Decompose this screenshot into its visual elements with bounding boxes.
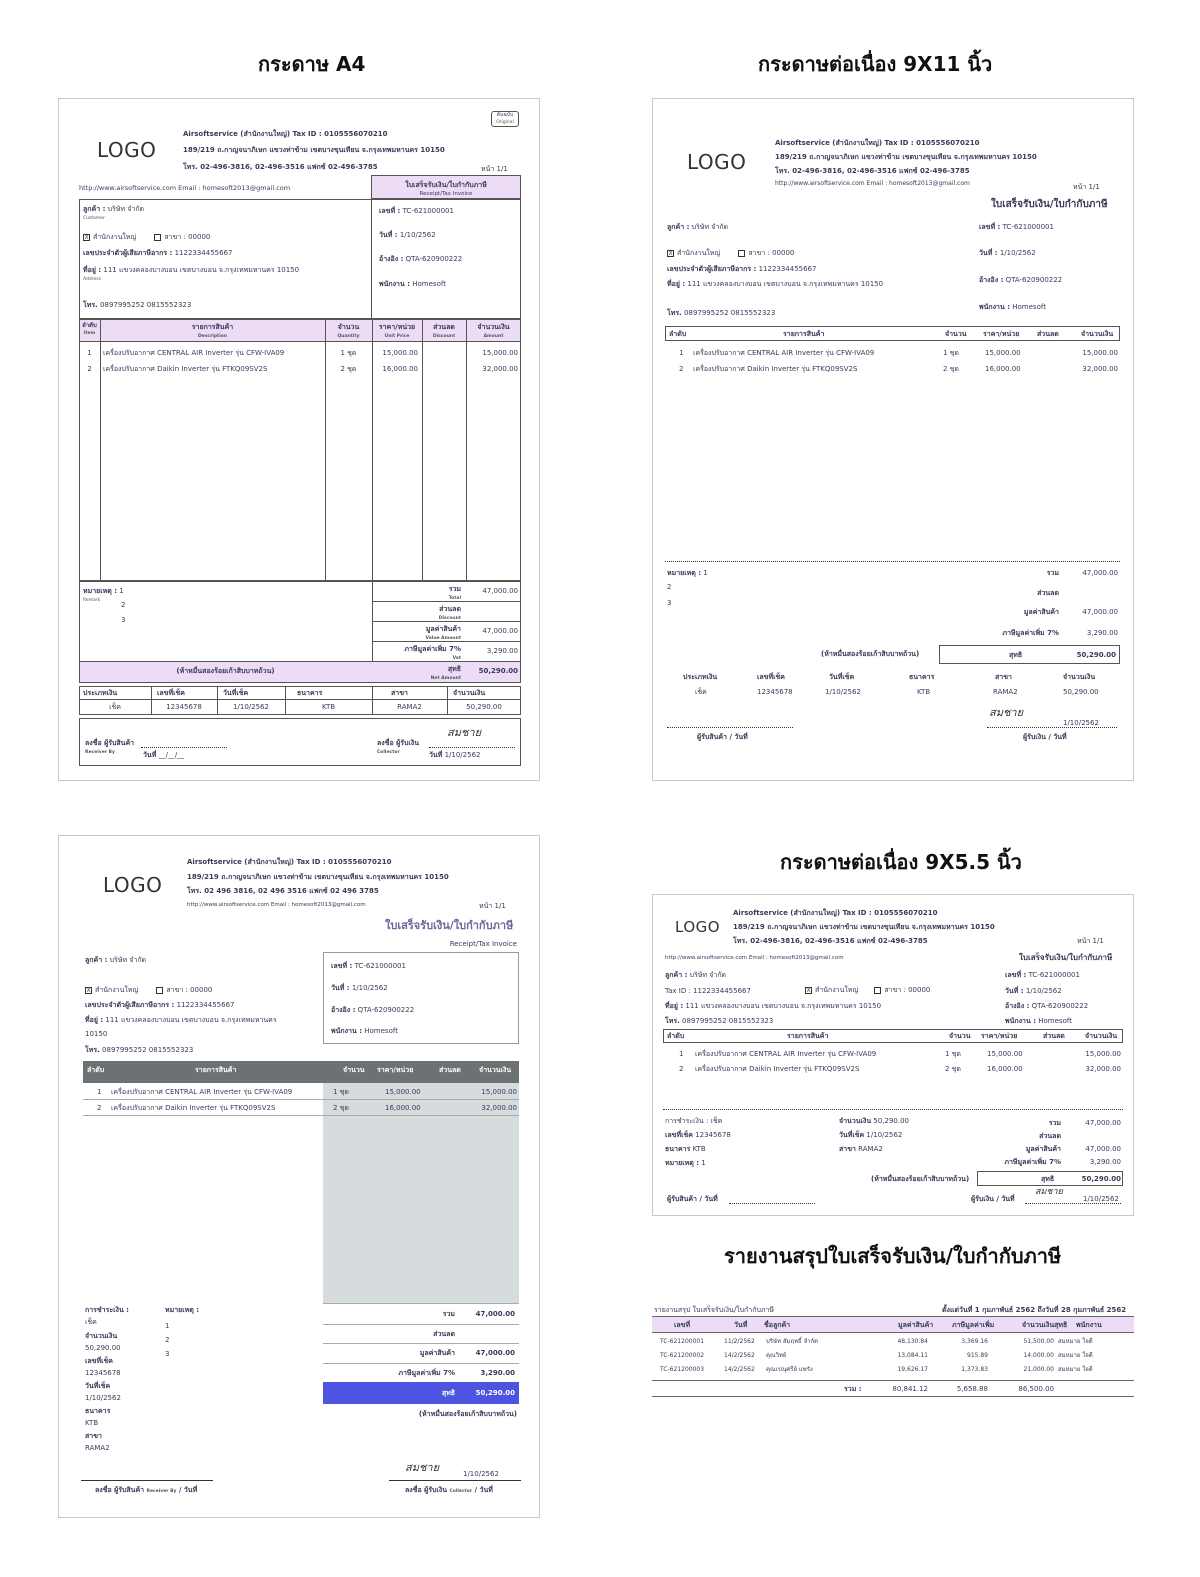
total-label: รวม xyxy=(1048,1119,1061,1127)
discount-label: ส่วนลด xyxy=(1037,589,1059,597)
address-line: ที่อยู่ : 111 แขวงคลองบางบอน เขตบางบอน จ.กรุงเทพมหานคร 10150 xyxy=(667,280,884,288)
pay-bank-line: ธนาคาร KTB xyxy=(665,1145,706,1153)
address-line: ที่อยู่ : 111 แขวงคลองบางบอน เขตบางบอน จ.กรุงเทพมหานคร 10150 xyxy=(665,1002,882,1010)
report-col-date: วันที่ xyxy=(734,1321,748,1329)
company-phone: โทร. 02 496 3816, 02 496 3516 แฟกซ์ 02 496 3785 xyxy=(187,887,379,895)
sign-date: 1/10/2562 xyxy=(1063,719,1099,727)
page-number: หน้า 1/1 xyxy=(479,902,506,910)
vat-label: ภาษีมูลค่าเพิ่ม 7% xyxy=(1004,1158,1061,1166)
net-amount: 50,290.00 xyxy=(1081,1175,1121,1183)
pay-cdate: 1/10/2562 xyxy=(85,1394,121,1402)
discount-label: ส่วนลด xyxy=(1039,1132,1061,1140)
doc-no: เลขที่ : TC-621000001 xyxy=(331,962,406,970)
pay-cdate-label: วันที่เช็ค xyxy=(223,689,249,697)
branch-checkbox[interactable] xyxy=(156,987,163,994)
remark-3: 3 xyxy=(165,1350,170,1358)
customer-divider xyxy=(371,199,372,319)
receiver-sign: ลงชื่อ ผู้รับสินค้า Receiver By / วันที่ xyxy=(95,1486,198,1494)
customer-line: ลูกค้า : บริษัท จำกัด xyxy=(665,971,727,979)
pay-cdate-label: วันที่เช็ค xyxy=(85,1382,111,1390)
pay-type: เช็ค xyxy=(695,688,707,696)
remark: หมายเหตุ : 1 xyxy=(667,569,708,577)
doc-title: ใบเสร็จรับเงิน/ใบกำกับภาษี xyxy=(991,199,1108,210)
value-amount: 47,000.00 xyxy=(482,627,518,635)
pay-amount-label: จำนวนเงิน xyxy=(85,1332,118,1340)
pay-cdate-label: วันที่เช็ค xyxy=(829,673,855,681)
receiver-sign: ผู้รับสินค้า / วันที่ xyxy=(667,1195,718,1203)
net-label: สุทธิ xyxy=(1041,1175,1055,1183)
pay-amount-label: จำนวนเงิน xyxy=(1063,673,1096,681)
pay-branch: RAMA2 xyxy=(85,1444,110,1452)
company-name: Airsoftservice (สำนักงานใหญ่) Tax ID : 0105556070210 xyxy=(187,858,392,866)
page-number: หน้า 1/1 xyxy=(481,165,508,173)
pay-bank: KTB xyxy=(85,1419,99,1427)
col-no: ลำดับ xyxy=(669,330,687,338)
value-label: มูลค่าสินค้า Value Amount xyxy=(425,625,461,642)
pay-branch-label: สาขา xyxy=(391,689,408,697)
report-col-vat: ภาษีมูลค่าเพิ่ม xyxy=(952,1321,995,1329)
col-desc: รายการสินค้า xyxy=(195,1066,237,1074)
caption-report: รายงานสรุปใบเสร็จรับเงิน/ใบกำกับภาษี xyxy=(724,1244,1062,1268)
office-line: X สำนักงานใหญ่ สาขา : 00000 xyxy=(86,986,213,994)
remark-3: 3 xyxy=(121,616,126,624)
receiver-sign: ลงชื่อ ผู้รับสินค้า Receiver By xyxy=(85,739,135,756)
sign-date: 1/10/2562 xyxy=(1083,1195,1119,1203)
report-title: รายงานสรุป ใบเสร็จรับเงิน/ใบกำกับภาษี xyxy=(654,1306,775,1314)
a4-receipt: ต้นฉบับ Original LOGO Airsoftservice (สำนักงานใหญ่) Tax ID : 0105556070210 189/219 ถ.กาญจนาภิเษก แขวงท่าข้าม เขตบางขุนเทียน จ.กรุงเทพมหานคร 10150 โทร. 02-496-3816, 02-496-3516 แฟกซ์ 02-496-3785 หน้า 1/1 http://www.airsoftservice.com Email : homesoft2013@gmail.com ใบเสร็จรับเงิน/ใบกำกับภาษี Receipt/Tax Invoice ลูกค้า : บริษัท จำกัด Customer X สำนักงานใหญ่ สาขา : 00000 เลขประจำตัวผู้เสียภาษีอากร : 1122334455667 ที่อยู่ : 111 แขวงคลองบางบอน เขตบางบอน จ.กรุงเทพมหานคร 10150 Address โทร. 0897995252 0815552323 เลขที่ : TC-621000001 วันที่ : 1/10/2562 อ้างอิง : QTA-620900222 พนักงาน : Homesoft ลำดับ Item รายการสินค้า Description จำนวน Quantity ราคา/หน่วย Unit Price ส่วนลด Discount จำนวนเงิน Amount 1 เครื่องปรับอากาศ CENTRAL AIR Inverter รุ่น CFW-IVA09 1 ชุด 15,000.00 15,000.00 2 เครื่องปรับอากาศ Daikin Inverter รุ่น FTKQ09SV2S 2 ชุด 16,000.00 32,000.00 หมายเหตุ : 1 Remark 2 3 รวม Total 47,000.00 ส่วนลด Discount มูลค่าสินค้า Value Amount 47,000.00 ภาษีมูลค่าเพิ่ม 7% Vat 3,290.00 (ห้าหมื่นสองร้อยเก้าสิบบาทถ้วน) สุทธิ Net Amount 50,290.00 ประเภทเงิน เลขที่เช็ค วันที่เช็ค ธนาคาร สาขา จำนวนเงิน เช็ค 12345678 1/10/2562 KTB RAMA2 50,290.00 ลงชื่อ ผู้รับสินค้า Receiver By วันที่ __/__/__ ลงชื่อ ผู้รับเงิน Collector สมชาย วันที่ 1/10/2562 xyxy=(58,98,540,781)
phone-line: โทร. 0897995252 0815552323 xyxy=(83,301,192,309)
remark: หมายเหตุ : 1 Remark xyxy=(83,587,124,604)
col-qty: จำนวน Quantity xyxy=(337,323,360,340)
pay-method-label: การชำระเงิน : xyxy=(85,1306,129,1314)
pay-amount-line: จำนวนเงิน 50,290.00 xyxy=(839,1117,910,1125)
signature: สมชาย xyxy=(405,1461,440,1474)
report-col-net: จำนวนเงินสุทธิ xyxy=(1022,1321,1068,1329)
col-qty: จำนวน xyxy=(945,330,967,338)
discount-label: ส่วนลด Discount xyxy=(438,605,461,622)
company-logo: LOGO xyxy=(97,138,157,162)
doc-no: เลขที่ : TC-621000001 xyxy=(379,207,454,215)
receiver-date: วันที่ __/__/__ xyxy=(143,751,185,759)
summary-report: รายงานสรุป ใบเสร็จรับเงิน/ใบกำกับภาษี ตั้งแต่วันที่ 1 กุมภาพันธ์ 2562 ถึงวันที่ 28 กุมภาพันธ์ 2562 เลขที่ วันที่ ชื่อลูกค้า มูลค่าสินค้า ภาษีมูลค่าเพิ่ม จำนวนเงินสุทธิ พนักงาน TC-621200001 11/2/2562 บริษัท สัมฤทธิ์ จำกัด 48,130.84 3,369.16 51,500.00 สมหมาย ใจดี TC-621200002 14/2/2562 คุณวิทย์ 13,084.11 915.89 14,000.00 สมหมาย ใจดี TC-621200003 14/2/2562 คุณเรณุศรีย์ แพรัง 19,626.17 1,373.83 21,000.00 สมหมาย ใจดี รวม : 80,841.12 5,658.88 86,500.00 xyxy=(652,1298,1134,1408)
pay-cheque: 12345678 xyxy=(166,703,202,711)
tax-line: เลขประจำตัวผู้เสียภาษีอากร : 1122334455667 xyxy=(667,265,817,273)
receiver-sign: ผู้รับสินค้า / วันที่ xyxy=(697,733,748,741)
collector-sign: ลงชื่อ ผู้รับเงิน Collector xyxy=(377,739,419,756)
vat-amount: 3,290.00 xyxy=(1086,629,1118,637)
total-value: 47,000.00 xyxy=(482,587,518,595)
page-number: หน้า 1/1 xyxy=(1077,937,1104,945)
col-disc: ส่วนลด xyxy=(1043,1032,1065,1040)
doc-no: เลขที่ : TC-621000001 xyxy=(1005,971,1080,979)
customer-line: ลูกค้า : บริษัท จำกัด xyxy=(85,956,147,964)
report-sum-net: 86,500.00 xyxy=(1018,1385,1054,1393)
continuous-9x55-receipt: LOGO Airsoftservice (สำนักงานใหญ่) Tax ID : 0105556070210 189/219 ถ.กาญจนาภิเษก แขวงท่าข้าม เขตบางขุนเทียน จ.กรุงเทพมหานคร 10150 โทร. 02-496-3816, 02-496-3516 แฟกซ์ 02-496-3785 หน้า 1/1 http://www.airsoftservice.com Email : homesoft2013@gmail.com ใบเสร็จรับเงิน/ใบกำกับภาษี ลูกค้า : บริษัท จำกัด เลขที่ : TC-621000001 Tax ID : 1122334455667 X สำนักงานใหญ่ สาขา : 00000 วันที่ : 1/10/2562 ที่อยู่ : 111 แขวงคลองบางบอน เขตบางบอน จ.กรุงเทพมหานคร 10150 อ้างอิง : QTA-620900222 โทร. 0897995252 0815552323 พนักงาน : Homesoft ลำดับ รายการสินค้า จำนวน ราคา/หน่วย ส่วนลด จำนวนเงิน 1 เครื่องปรับอากาศ CENTRAL AIR Inverter รุ่น CFW-IVA09 1 ชุด 15,000.00 15,000.00 2 เครื่องปรับอากาศ Daikin Inverter รุ่น FTKQ09SV2S 2 ชุด 16,000.00 32,000.00 การชำระเงิน : เช็ค เลขที่เช็ค 12345678 ธนาคาร KTB หมายเหตุ : 1 จำนวนเงิน 50,290.00 วันที่เช็ค 1/10/2562 สาขา RAMA2 รวม 47,000.00 ส่วนลด มูลค่าสินค้า 47,000.00 ภาษีมูลค่าเพิ่ม 7% 3,290.00 (ห้าหมื่นสองร้อยเก้าสิบบาทถ้วน) สุทธิ 50,290.00 ผู้รับสินค้า / วันที่ ผู้รับเงิน / วันที่ สมชาย 1/10/2562 xyxy=(652,894,1134,1216)
col-amount: จำนวนเงิน Amount xyxy=(477,323,510,340)
pay-cheque-label: เลขที่เช็ค xyxy=(157,689,185,697)
col-amount: จำนวนเงิน xyxy=(479,1066,512,1074)
doc-ref: อ้างอิง : QTA-620900222 xyxy=(379,255,463,263)
pay-type: เช็ค xyxy=(109,703,121,711)
col-qty: จำนวน xyxy=(343,1066,365,1074)
amount-words: (ห้าหมื่นสองร้อยเก้าสิบบาทถ้วน) xyxy=(176,667,275,675)
items-table xyxy=(79,319,521,581)
tax-line: Tax ID : 1122334455667 xyxy=(665,987,751,995)
report-col-emp: พนักงาน xyxy=(1076,1321,1102,1329)
doc-date: วันที่ : 1/10/2562 xyxy=(1005,987,1062,995)
discount-label: ส่วนลด xyxy=(433,1330,455,1338)
pay-bank-label: ธนาคาร xyxy=(909,673,935,681)
signature: สมชาย xyxy=(989,706,1024,719)
vat-amount: 3,290.00 xyxy=(1089,1158,1121,1166)
report-col-value: มูลค่าสินค้า xyxy=(898,1321,934,1329)
col-disc: ส่วนลด Discount xyxy=(432,323,456,340)
pay-amount: 50,290.00 xyxy=(85,1344,121,1352)
address-zip: 10150 xyxy=(85,1030,108,1038)
doc-emp: พนักงาน : Homesoft xyxy=(1005,1017,1072,1025)
amount-words: (ห้าหมื่นสองร้อยเก้าสิบบาทถ้วน) xyxy=(418,1410,517,1418)
total-label: รวม xyxy=(442,1310,455,1318)
pay-cdate: 1/10/2562 xyxy=(233,703,269,711)
doc-emp: พนักงาน : Homesoft xyxy=(979,303,1046,311)
head-office-checkbox[interactable]: X xyxy=(86,986,91,994)
pay-branch-label: สาขา xyxy=(995,673,1012,681)
pay-bank-label: ธนาคาร xyxy=(297,689,323,697)
company-name: Airsoftservice (สำนักงานใหญ่) Tax ID : 0105556070210 xyxy=(733,909,938,917)
company-web: http://www.airsoftservice.com Email : homesoft2013@gmail.com xyxy=(775,180,970,187)
doc-date: วันที่ : 1/10/2562 xyxy=(979,249,1036,257)
page-number: หน้า 1/1 xyxy=(1073,183,1100,191)
doc-ref: อ้างอิง : QTA-620900222 xyxy=(979,276,1063,284)
pay-cheque-label: เลขที่เช็ค xyxy=(85,1357,113,1365)
pay-amount: 50,290.00 xyxy=(1063,688,1099,696)
col-desc: รายการสินค้า xyxy=(787,1032,829,1040)
doc-title: ใบเสร็จรับเงิน/ใบกำกับภาษี xyxy=(385,919,514,932)
pay-branch: RAMA2 xyxy=(993,688,1018,696)
report-col-customer: ชื่อลูกค้า xyxy=(764,1321,791,1329)
total-value: 47,000.00 xyxy=(1082,569,1118,577)
collector-sign: ผู้รับเงิน / วันที่ xyxy=(1023,733,1067,741)
vat-label: ภาษีมูลค่าเพิ่ม 7% xyxy=(398,1369,455,1377)
report-sum-value: 80,841.12 xyxy=(892,1385,928,1393)
value-amount: 47,000.00 xyxy=(1082,608,1118,616)
remark-1: 1 xyxy=(165,1322,170,1330)
value-amount: 47,000.00 xyxy=(475,1349,515,1357)
company-logo: LOGO xyxy=(687,150,747,174)
pay-bank: KTB xyxy=(321,703,336,711)
doc-title: ใบเสร็จรับเงิน/ใบกำกับภาษี xyxy=(1019,953,1113,962)
col-no: ลำดับ xyxy=(667,1032,685,1040)
caption-a4: กระดาษ A4 xyxy=(258,52,366,76)
pay-type: เช็ค xyxy=(85,1318,97,1326)
col-no: ลำดับ Item xyxy=(82,322,97,336)
vat-label: ภาษีมูลค่าเพิ่ม 7% xyxy=(1002,629,1059,637)
head-office-checkbox[interactable]: X xyxy=(84,233,89,241)
amount-words: (ห้าหมื่นสองร้อยเก้าสิบบาทถ้วน) xyxy=(821,650,920,658)
address-line: ที่อยู่ : 111 แขวงคลองบางบอน เขตบางบอน จ.กรุงเทพมหานคร xyxy=(85,1016,277,1024)
pay-type-label: ประเภทเงิน xyxy=(83,689,118,697)
company-web: http://www.airsoftservice.com Email : homesoft2013@gmail.com xyxy=(79,184,291,192)
col-amount: จำนวนเงิน xyxy=(1081,330,1114,338)
total-value: 47,000.00 xyxy=(1085,1119,1121,1127)
pay-branch: RAMA2 xyxy=(397,703,422,711)
amount-words: (ห้าหมื่นสองร้อยเก้าสิบบาทถ้วน) xyxy=(871,1175,970,1183)
signature: สมชาย xyxy=(447,726,482,739)
pay-cdate: 1/10/2562 xyxy=(825,688,861,696)
remark-3: 3 xyxy=(667,599,672,607)
collector-sign: ลงชื่อ ผู้รับเงิน Collector / วันที่ xyxy=(405,1486,493,1494)
a4-receipt-modern: LOGO Airsoftservice (สำนักงานใหญ่) Tax ID : 0105556070210 189/219 ถ.กาญจนาภิเษก แขวงท่าข้าม เขตบางขุนเทียน จ.กรุงเทพมหานคร 10150 โทร. 02 496 3816, 02 496 3516 แฟกซ์ 02 496 3785 http://www.airsoftservice.com Email : homesoft2013@gmail.com หน้า 1/1 ใบเสร็จรับเงิน/ใบกำกับภาษี Receipt/Tax Invoice ลูกค้า : บริษัท จำกัด เลขที่ : TC-621000001 วันที่ : 1/10/2562 อ้างอิง : QTA-620900222 พนักงาน : Homesoft X สำนักงานใหญ่ สาขา : 00000 เลขประจำตัวผู้เสียภาษีอากร : 1122334455667 ที่อยู่ : 111 แขวงคลองบางบอน เขตบางบอน จ.กรุงเทพมหานคร 10150 โทร. 0897995252 0815552323 ลำดับ รายการสินค้า จำนวน ราคา/หน่วย ส่วนลด จำนวนเงิน 1 เครื่องปรับอากาศ CENTRAL AIR Inverter รุ่น CFW-IVA09 1 ชุด 15,000.00 15,000.00 2 เครื่องปรับอากาศ Daikin Inverter รุ่น FTKQ09SV2S 2 ชุด 16,000.00 32,000.00 การชำระเงิน : เช็ค จำนวนเงิน 50,290.00 เลขที่เช็ค 12345678 วันที่เช็ค 1/10/2562 ธนาคาร KTB สาขา RAMA2 หมายเหตุ : 1 2 3 รวม 47,000.00 ส่วนลด มูลค่าสินค้า 47,000.00 ภาษีมูลค่าเพิ่ม 7% 3,290.00 สุทธิ 50,290.00 (ห้าหมื่นสองร้อยเก้าสิบบาทถ้วน) สมชาย 1/10/2562 ลงชื่อ ผู้รับสินค้า Receiver By / วันที่ ลงชื่อ ผู้รับเงิน Collector / วันที่ xyxy=(58,835,540,1518)
phone-line: โทร. 0897995252 0815552323 xyxy=(85,1046,194,1054)
value-label: มูลค่าสินค้า xyxy=(1023,608,1059,616)
pay-bank: KTB xyxy=(917,688,931,696)
phone-line: โทร. 0897995252 0815552323 xyxy=(665,1017,774,1025)
col-disc: ส่วนลด xyxy=(1037,330,1059,338)
remark-2: 2 xyxy=(121,601,126,609)
pay-branch-line: สาขา RAMA2 xyxy=(839,1145,883,1153)
doc-date: วันที่ : 1/10/2562 xyxy=(331,984,388,992)
company-phone: โทร. 02-496-3816, 02-496-3516 แฟกซ์ 02-496-3785 xyxy=(183,163,378,171)
value-label: มูลค่าสินค้า xyxy=(1025,1145,1061,1153)
phone-line: โทร. 0897995252 0815552323 xyxy=(667,309,776,317)
tax-line: เลขประจำตัวผู้เสียภาษีอากร : 1122334455667 xyxy=(85,1001,235,1009)
vat-amount: 3,290.00 xyxy=(480,1369,515,1377)
doc-no: เลขที่ : TC-621000001 xyxy=(979,223,1054,231)
company-phone: โทร. 02-496-3816, 02-496-3516 แฟกซ์ 02-496-3785 xyxy=(775,167,970,175)
branch-checkbox[interactable] xyxy=(154,234,161,241)
net-label: สุทธิ xyxy=(1009,651,1023,659)
company-logo: LOGO xyxy=(675,918,721,936)
company-address: 189/219 ถ.กาญจนาภิเษก แขวงท่าข้าม เขตบางขุนเทียน จ.กรุงเทพมหานคร 10150 xyxy=(733,923,995,931)
company-web: http://www.airsoftservice.com Email : homesoft2013@gmail.com xyxy=(187,902,366,908)
office-line: X สำนักงานใหญ่ สาขา : 00000 xyxy=(806,986,931,994)
doc-date: วันที่ : 1/10/2562 xyxy=(379,231,436,239)
customer-line: ลูกค้า : บริษัท จำกัด Customer xyxy=(83,205,145,222)
remark-line: หมายเหตุ : 1 xyxy=(665,1159,706,1167)
company-web: http://www.airsoftservice.com Email : homesoft2013@gmail.com xyxy=(665,955,844,961)
col-price: ราคา/หน่วย Unit Price xyxy=(378,323,416,340)
customer-line: ลูกค้า : บริษัท จำกัด xyxy=(667,223,729,231)
report-sum-vat: 5,658.88 xyxy=(956,1385,988,1393)
caption-9x11: กระดาษต่อเนื่อง 9X11 นิ้ว xyxy=(758,52,993,76)
value-amount: 47,000.00 xyxy=(1085,1145,1121,1153)
col-price: ราคา/หน่วย xyxy=(377,1066,414,1074)
report-sum-label: รวม : xyxy=(844,1385,862,1393)
head-office-checkbox[interactable]: X xyxy=(806,986,811,994)
net-amount: 50,290.00 xyxy=(478,667,518,675)
doc-title-box: ใบเสร็จรับเงิน/ใบกำกับภาษี Receipt/Tax Invoice xyxy=(371,175,521,199)
pay-type-label: ประเภทเงิน xyxy=(683,673,718,681)
signature: สมชาย xyxy=(1035,1187,1063,1197)
address-line: ที่อยู่ : 111 แขวงคลองบางบอน เขตบางบอน จ.กรุงเทพมหานคร 10150 Address xyxy=(83,266,300,283)
pay-method: การชำระเงิน : เช็ค xyxy=(665,1117,723,1125)
col-amount: จำนวนเงิน xyxy=(1085,1032,1118,1040)
pay-cheque: 12345678 xyxy=(85,1369,121,1377)
company-address: 189/219 ถ.กาญจนาภิเษก แขวงท่าข้าม เขตบางขุนเทียน จ.กรุงเทพมหานคร 10150 xyxy=(775,153,1037,161)
col-disc: ส่วนลด xyxy=(439,1066,461,1074)
original-stamp: ต้นฉบับ Original xyxy=(491,111,519,127)
sign-date: 1/10/2562 xyxy=(463,1470,499,1478)
doc-emp: พนักงาน : Homesoft xyxy=(379,280,446,288)
pay-amount-label: จำนวนเงิน xyxy=(453,689,486,697)
doc-ref: อ้างอิง : QTA-620900222 xyxy=(331,1006,415,1014)
total-value: 47,000.00 xyxy=(475,1310,515,1318)
report-col-no: เลขที่ xyxy=(674,1321,691,1329)
remark-2: 2 xyxy=(165,1336,170,1344)
remark-2: 2 xyxy=(667,583,672,591)
net-label: สุทธิ Net Amount xyxy=(430,665,461,682)
company-phone: โทร. 02-496-3816, 02-496-3516 แฟกซ์ 02-496-3785 xyxy=(733,937,928,945)
pay-cdate-line: วันที่เช็ค 1/10/2562 xyxy=(839,1131,903,1139)
net-amount: 50,290.00 xyxy=(475,1389,515,1397)
company-address: 189/219 ถ.กาญจนาภิเษก แขวงท่าข้าม เขตบางขุนเทียน จ.กรุงเทพมหานคร 10150 xyxy=(187,873,449,881)
vat-label: ภาษีมูลค่าเพิ่ม 7% Vat xyxy=(404,645,461,662)
col-qty: จำนวน xyxy=(949,1032,971,1040)
pay-bank-label: ธนาคาร xyxy=(85,1407,111,1415)
company-name: Airsoftservice (สำนักงานใหญ่) Tax ID : 0105556070210 xyxy=(183,130,388,138)
company-name: Airsoftservice (สำนักงานใหญ่) Tax ID : 0105556070210 xyxy=(775,139,980,147)
total-label: รวม Total xyxy=(448,585,461,602)
remark-label: หมายเหตุ : xyxy=(165,1306,200,1314)
net-amount: 50,290.00 xyxy=(1076,651,1116,659)
col-desc: รายการสินค้า Description xyxy=(191,323,234,340)
col-price: ราคา/หน่วย xyxy=(983,330,1020,338)
net-label: สุทธิ xyxy=(441,1389,455,1397)
doc-emp: พนักงาน : Homesoft xyxy=(331,1027,398,1035)
col-desc: รายการสินค้า xyxy=(783,330,825,338)
total-label: รวม xyxy=(1046,569,1059,577)
values-column-bg xyxy=(323,1083,519,1303)
pay-branch-label: สาขา xyxy=(85,1432,102,1440)
pay-cheque: 12345678 xyxy=(757,688,793,696)
report-range: ตั้งแต่วันที่ 1 กุมภาพันธ์ 2562 ถึงวันที่ 28 กุมภาพันธ์ 2562 xyxy=(942,1306,1127,1314)
office-line: X สำนักงานใหญ่ สาขา : 00000 xyxy=(668,249,795,257)
branch-checkbox[interactable] xyxy=(738,250,745,257)
collector-sign: ผู้รับเงิน / วันที่ xyxy=(971,1195,1015,1203)
pay-amount: 50,290.00 xyxy=(466,703,502,711)
doc-ref: อ้างอิง : QTA-620900222 xyxy=(1005,1002,1089,1010)
col-price: ราคา/หน่วย xyxy=(981,1032,1018,1040)
pay-cheque-label: เลขที่เช็ค xyxy=(757,673,785,681)
vat-amount: 3,290.00 xyxy=(486,647,518,655)
company-logo: LOGO xyxy=(103,873,163,897)
branch-checkbox[interactable] xyxy=(874,987,881,994)
tax-line: เลขประจำตัวผู้เสียภาษีอากร : 1122334455667 xyxy=(83,249,233,257)
col-no: ลำดับ xyxy=(87,1066,105,1074)
company-address: 189/219 ถ.กาญจนาภิเษก แขวงท่าข้าม เขตบางขุนเทียน จ.กรุงเทพมหานคร 10150 xyxy=(183,146,445,154)
office-line: X สำนักงานใหญ่ สาขา : 00000 xyxy=(84,233,211,241)
value-label: มูลค่าสินค้า xyxy=(419,1349,455,1357)
head-office-checkbox[interactable]: X xyxy=(668,249,673,257)
collector-date: วันที่ 1/10/2562 xyxy=(429,751,481,759)
pay-cheque-line: เลขที่เช็ค 12345678 xyxy=(665,1131,731,1139)
continuous-9x11-receipt: LOGO Airsoftservice (สำนักงานใหญ่) Tax ID : 0105556070210 189/219 ถ.กาญจนาภิเษก แขวงท่าข้าม เขตบางขุนเทียน จ.กรุงเทพมหานคร 10150 โทร. 02-496-3816, 02-496-3516 แฟกซ์ 02-496-3785 http://www.airsoftservice.com Email : homesoft2013@gmail.com หน้า 1/1 ใบเสร็จรับเงิน/ใบกำกับภาษี ลูกค้า : บริษัท จำกัด เลขที่ : TC-621000001 X สำนักงานใหญ่ สาขา : 00000 วันที่ : 1/10/2562 เลขประจำตัวผู้เสียภาษีอากร : 1122334455667 ที่อยู่ : 111 แขวงคลองบางบอน เขตบางบอน จ.กรุงเทพมหานคร 10150 อ้างอิง : QTA-620900222 พนักงาน : Homesoft โทร. 0897995252 0815552323 ลำดับ รายการสินค้า จำนวน ราคา/หน่วย ส่วนลด จำนวนเงิน 1 เครื่องปรับอากาศ CENTRAL AIR Inverter รุ่น CFW-IVA09 1 ชุด 15,000.00 15,000.00 2 เครื่องปรับอากาศ Daikin Inverter รุ่น FTKQ09SV2S 2 ชุด 16,000.00 32,000.00 หมายเหตุ : 1 2 3 รวม 47,000.00 ส่วนลด มูลค่าสินค้า 47,000.00 ภาษีมูลค่าเพิ่ม 7% 3,290.00 (ห้าหมื่นสองร้อยเก้าสิบบาทถ้วน) สุทธิ 50,290.00 ประเภทเงิน เลขที่เช็ค วันที่เช็ค ธนาคาร สาขา จำนวนเงิน เช็ค 12345678 1/10/2562 KTB RAMA2 50,290.00 สมชาย 1/10/2562 ผู้รับสินค้า / วันที่ ผู้รับเงิน / วันที่ xyxy=(652,98,1134,781)
doc-title-en: Receipt/Tax Invoice xyxy=(449,940,517,948)
caption-9x55: กระดาษต่อเนื่อง 9X5.5 นิ้ว xyxy=(780,850,1022,874)
